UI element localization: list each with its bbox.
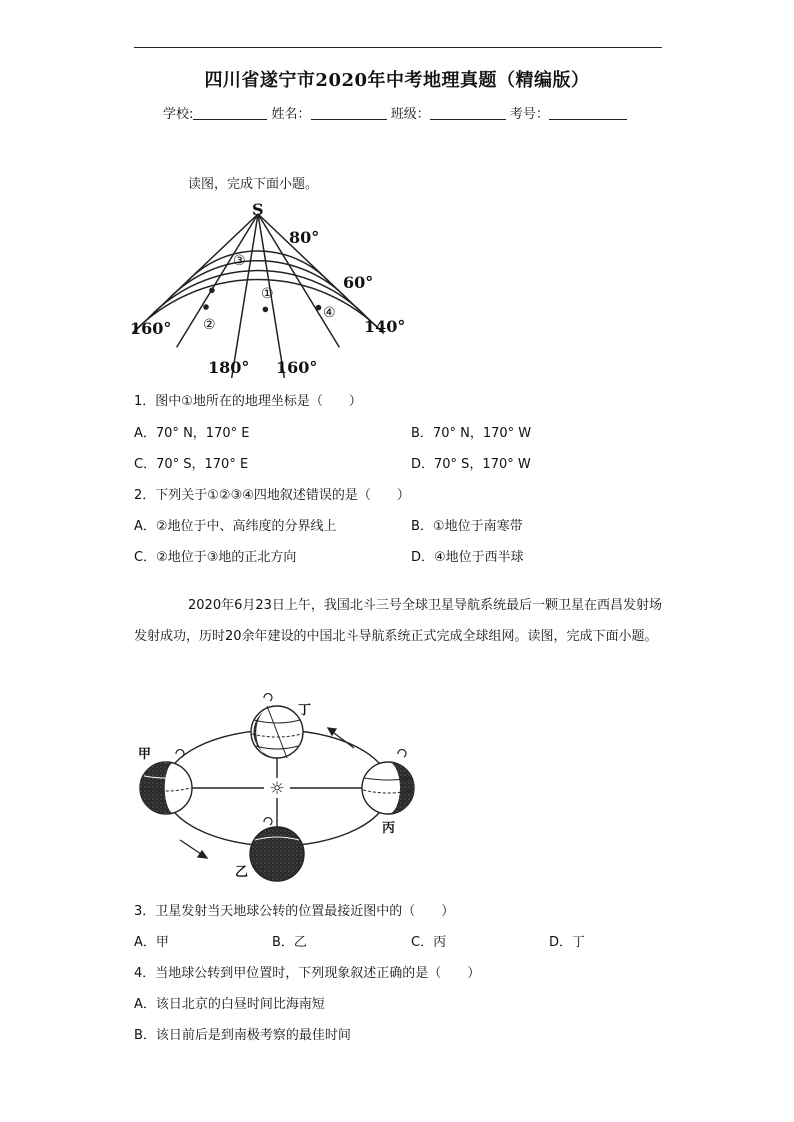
point-3-label: ③ bbox=[233, 253, 246, 269]
q3-option-c[interactable]: C．丙 bbox=[411, 935, 447, 950]
point-1-dot bbox=[263, 307, 269, 313]
q1-option-b[interactable]: B．70° N，170° W bbox=[411, 426, 532, 441]
lon-left-label: 160° bbox=[130, 319, 172, 338]
meridian-160e bbox=[132, 214, 258, 333]
student-info-line bbox=[163, 103, 627, 122]
q3-option-b[interactable]: B．乙 bbox=[272, 935, 307, 950]
q4-option-b[interactable]: B．该日前后是到南极考察的最佳时间 bbox=[134, 1028, 351, 1043]
label-yi: 乙 bbox=[235, 865, 249, 880]
point-4-dot bbox=[316, 305, 322, 311]
name-label: 姓名： bbox=[271, 107, 311, 122]
point-1-label: ① bbox=[261, 286, 274, 302]
school-label: 学校: bbox=[163, 107, 194, 122]
earth-yi bbox=[250, 818, 304, 881]
q2-stem: 2．下列关于①②③④四地叙述错误的是（ ） bbox=[134, 488, 410, 503]
point-2-dot bbox=[203, 304, 209, 310]
point-2-label: ② bbox=[203, 317, 216, 333]
orbit-figure bbox=[136, 690, 422, 886]
page-title: 四川省遂宁市2020年中考地理真题（精编版） bbox=[204, 70, 590, 91]
latitude-arc-80 bbox=[187, 251, 328, 281]
q4-stem: 4．当地球公转到甲位置时，下列现象叙述正确的是（ ） bbox=[134, 966, 481, 981]
graticule-figure bbox=[128, 196, 410, 378]
earth-bing bbox=[362, 750, 414, 814]
lon-right-label: 140° bbox=[364, 317, 406, 336]
sun-icon: ☼ bbox=[269, 779, 285, 799]
meridian-180 bbox=[231, 214, 258, 378]
section1-intro: 读图，完成下面小题。 bbox=[188, 177, 319, 192]
q3-option-a[interactable]: A．甲 bbox=[134, 935, 169, 950]
point-4-label: ④ bbox=[323, 305, 336, 321]
q4-option-a[interactable]: A．该日北京的白昼时间比海南短 bbox=[134, 997, 325, 1012]
q2-option-c[interactable]: C．②地位于③地的正北方向 bbox=[134, 550, 297, 565]
label-bing: 丙 bbox=[382, 821, 396, 836]
q1-stem: 1．图中①地所在的地理坐标是（ ） bbox=[134, 394, 362, 409]
earth-ding bbox=[251, 694, 303, 759]
class-blank[interactable] bbox=[430, 107, 506, 120]
pole-label: S bbox=[252, 200, 264, 219]
label-jia: 甲 bbox=[138, 747, 152, 762]
q2-option-a[interactable]: A．②地位于中、高纬度的分界线上 bbox=[134, 519, 337, 534]
q2-option-b[interactable]: B．①地位于南寒带 bbox=[411, 519, 523, 534]
top-rule bbox=[134, 47, 662, 48]
school-blank[interactable] bbox=[193, 107, 267, 120]
exam-number-label: 考号： bbox=[509, 107, 549, 122]
lon-180-label: 180° bbox=[208, 358, 250, 377]
label-ding: 丁 bbox=[298, 703, 312, 718]
q2-option-d[interactable]: D．④地位于西半球 bbox=[411, 550, 524, 565]
q1-option-d[interactable]: D．70° S，170° W bbox=[411, 457, 531, 472]
q3-stem: 3．卫星发射当天地球公转的位置最接近图中的（ ） bbox=[134, 904, 455, 919]
section2-intro: 2020年6月23日上午，我国北斗三号全球卫星导航系统最后一颗卫星在西昌发射场发射成功，历时20余年建设的中国北斗导航系统正式完成全球组网。读图，完成下面小题。 bbox=[134, 598, 662, 644]
name-blank[interactable] bbox=[311, 107, 387, 120]
lat-80-label: 80° bbox=[289, 228, 320, 247]
lon-160-bottom-label: 160° bbox=[276, 358, 318, 377]
q1-option-c[interactable]: C．70° S，170° E bbox=[134, 457, 249, 472]
q3-option-d[interactable]: D．丁 bbox=[549, 935, 586, 950]
point-3-dot bbox=[209, 288, 215, 294]
lat-60-label: 60° bbox=[343, 273, 374, 292]
class-label: 班级： bbox=[390, 107, 430, 122]
q1-option-a[interactable]: A．70° N，170° E bbox=[134, 426, 250, 441]
exam-number-blank[interactable] bbox=[549, 107, 627, 120]
